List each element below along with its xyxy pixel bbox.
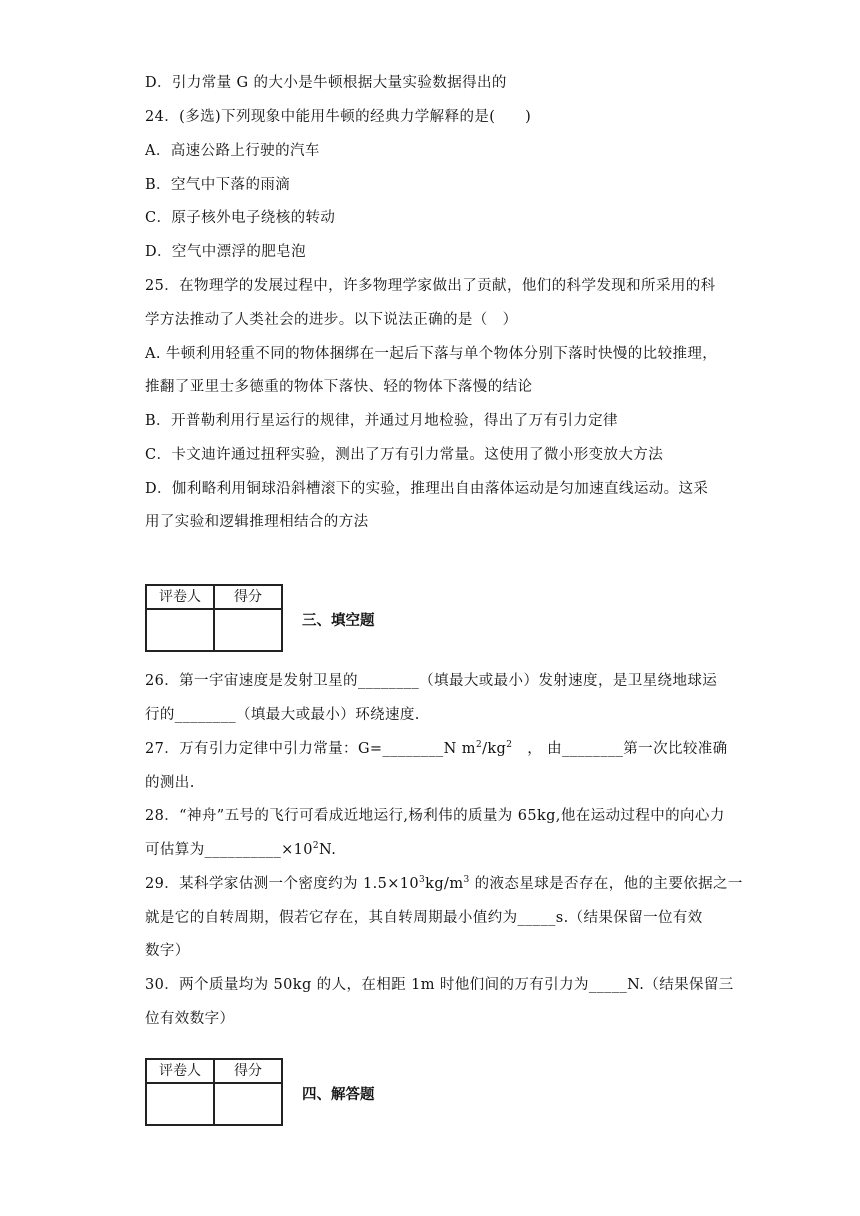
q25-option-c: C．卡文迪许通过扭秤实验，测出了万有引力常量。这使用了微小形变放大方法 — [145, 447, 664, 463]
q30-line1: 30．两个质量均为 50kg 的人，在相距 1m 时他们间的万有引力为_____N.（结果保留三 — [145, 977, 734, 993]
score-table-section3 — [145, 584, 283, 652]
q27-text-b: /kg — [482, 741, 507, 757]
q26-line1: 26．第一宇宙速度是发射卫星的________（填最大或最小）发射速度，是卫星绕地球运 — [145, 673, 718, 689]
q26-line2: 行的________（填最大或最小）环绕速度. — [145, 707, 420, 723]
q25-stem-line2: 学方法推动了人类社会的进步。以下说法正确的是（ ） — [145, 312, 518, 328]
q25-option-b: B．开普勒利用行星运行的规律，并通过月地检验，得出了万有引力定律 — [145, 413, 618, 429]
q27-text-c: ， 由________第一次比较准确 — [512, 741, 728, 757]
q27-line1 — [145, 739, 728, 759]
score-table-section4 — [145, 1058, 283, 1126]
score-cell — [214, 1083, 282, 1125]
q29-sup-2: 3 — [463, 875, 470, 886]
q24-option-d: D．空气中漂浮的肥皂泡 — [145, 244, 307, 260]
score-header: 得分 — [214, 1059, 282, 1083]
q25-option-a-line2: 推翻了亚里士多德重的物体下落快、轻的物体下落慢的结论 — [145, 379, 533, 395]
q25-option-a-line1: A. 牛顿利用轻重不同的物体捆绑在一起后下落与单个物体分别下落时快慢的比较推理， — [145, 346, 718, 362]
q24-stem: 24．(多选)下列现象中能用牛顿的经典力学解释的是( ) — [145, 109, 532, 125]
q28-line1: 28．“神舟”五号的飞行可看成近地运行,杨利伟的质量为 65kg,他在运动过程中的向心力 — [145, 808, 725, 824]
section-title-fill-in: 三、填空题 — [302, 613, 375, 629]
q24-option-c: C．原子核外电子绕核的转动 — [145, 210, 336, 226]
q25-option-d-line1: D．伽利略利用铜球沿斜槽滚下的实验，推理出自由落体运动是匀加速直线运动。这采 — [145, 481, 709, 497]
q29-text-b: kg/m — [425, 876, 464, 892]
q28-text-a: 可估算为__________×10 — [145, 842, 313, 858]
q24-option-a: A．高速公路上行驶的汽车 — [145, 143, 320, 159]
grader-header: 评卷人 — [146, 585, 214, 609]
grader-cell — [146, 609, 214, 651]
q29-sup-1: 3 — [419, 875, 426, 886]
q28-line2 — [145, 840, 336, 860]
q29-line1 — [145, 874, 743, 894]
grader-cell — [146, 1083, 214, 1125]
q29-text-a: 29．某科学家估测一个密度约为 1.5×10 — [145, 876, 420, 892]
q28-sup: 2 — [312, 841, 320, 852]
q30-line2: 位有效数字） — [145, 1011, 235, 1027]
q27-sup-2: 2 — [506, 740, 513, 751]
q24-option-b: B．空气中下落的雨滴 — [145, 177, 291, 193]
q28-text-b: N. — [319, 842, 337, 858]
score-header: 得分 — [214, 585, 282, 609]
q27-line2: 的测出. — [145, 775, 195, 791]
q29-line3: 数字） — [145, 943, 190, 959]
q29-line2: 就是它的自转周期，假若它存在，其自转周期最小值约为_____s.（结果保留一位有效 — [145, 910, 703, 926]
q27-sup-1: 2 — [475, 740, 483, 751]
q25-stem-line1: 25．在物理学的发展过程中，许多物理学家做出了贡献，他们的科学发现和所采用的科 — [145, 278, 716, 294]
q27-text-a: 27．万有引力定律中引力常量：G=________N m — [145, 741, 476, 757]
section-title-answer: 四、解答题 — [302, 1087, 375, 1103]
q29-text-c: 的液态星球是否存在，他的主要依据之一 — [469, 876, 743, 892]
grader-header: 评卷人 — [146, 1059, 214, 1083]
score-cell — [214, 609, 282, 651]
q23-option-d: D．引力常量 G 的大小是牛顿根据大量实验数据得出的 — [145, 75, 507, 91]
q25-option-d-line2: 用了实验和逻辑推理相结合的方法 — [145, 514, 369, 530]
